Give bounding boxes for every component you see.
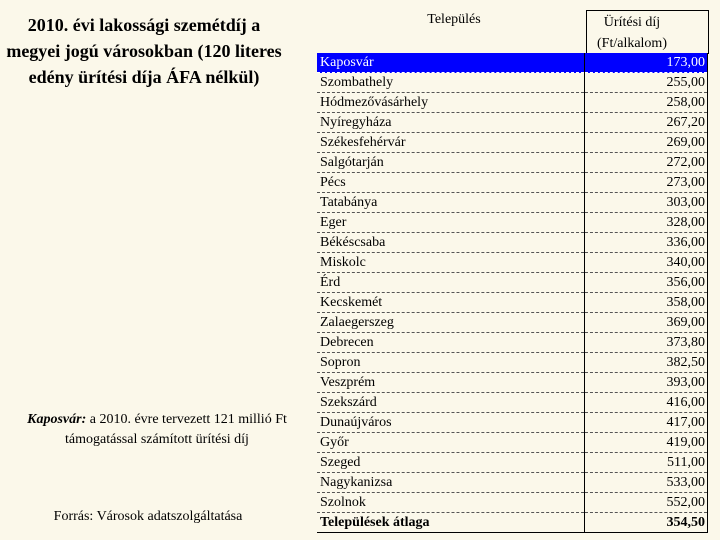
note-place: Kaposvár: <box>27 412 87 427</box>
fee-value: 269,00 <box>585 133 708 153</box>
fee-value: 552,00 <box>585 493 708 513</box>
table-row <box>317 313 708 333</box>
table-row <box>317 53 708 73</box>
fee-value: 336,00 <box>585 233 708 253</box>
settlement-name: Békéscsaba <box>317 233 585 253</box>
settlement-name: Kaposvár <box>317 53 585 73</box>
fee-value: 393,00 <box>585 373 708 393</box>
fee-header-line2: (Ft/alkalom) <box>597 36 667 51</box>
settlement-name: Sopron <box>317 353 585 373</box>
source-note: Forrás: Városok adatszolgáltatása <box>53 509 243 524</box>
settlement-name: Tatabánya <box>317 193 585 213</box>
fee-value: 511,00 <box>585 453 708 473</box>
settlement-name: Nagykanizsa <box>317 473 585 493</box>
fee-value: 273,00 <box>585 173 708 193</box>
settlement-name: Hódmezővásárhely <box>317 93 585 113</box>
table-row <box>317 433 708 453</box>
fee-value: 417,00 <box>585 413 708 433</box>
settlement-name: Szombathely <box>317 73 585 93</box>
table-row <box>317 73 708 93</box>
table-row <box>317 253 708 273</box>
fee-value: 328,00 <box>585 213 708 233</box>
table-row <box>317 293 708 313</box>
page-title: 2010. évi lakossági szemétdíj a megyei jogú városokban (120 literes edény ürítési díja ÁFA nélkül) <box>6 15 282 87</box>
fee-value: 272,00 <box>585 153 708 173</box>
table-row <box>317 473 708 493</box>
table-row <box>317 493 708 513</box>
fee-value: 303,00 <box>585 193 708 213</box>
settlement-name: Szekszárd <box>317 393 585 413</box>
settlement-name: Szeged <box>317 453 585 473</box>
fee-value: 373,80 <box>585 333 708 353</box>
settlement-name: Szolnok <box>317 493 585 513</box>
fee-value: 416,00 <box>585 393 708 413</box>
table-row <box>317 453 708 473</box>
table-row <box>317 193 708 213</box>
settlement-name: Dunaújváros <box>317 413 585 433</box>
table-row <box>317 233 708 253</box>
fee-column-header <box>585 12 679 54</box>
settlement-name: Pécs <box>317 173 585 193</box>
fee-value: 419,00 <box>585 433 708 453</box>
total-fee-value: 354,50 <box>585 513 708 533</box>
settlement-name: Salgótarján <box>317 153 585 173</box>
settlement-name: Székesfehérvár <box>317 133 585 153</box>
table-row <box>317 153 708 173</box>
table-row <box>317 213 708 233</box>
table-row <box>317 393 708 413</box>
table-row <box>317 413 708 433</box>
table-row <box>317 333 708 353</box>
fee-value: 369,00 <box>585 313 708 333</box>
fee-value: 173,00 <box>585 53 708 73</box>
fee-value: 356,00 <box>585 273 708 293</box>
settlement-name: Eger <box>317 213 585 233</box>
table-row <box>317 113 708 133</box>
fee-table <box>317 53 708 533</box>
fee-value: 340,00 <box>585 253 708 273</box>
settlement-name: Zalaegerszeg <box>317 313 585 333</box>
table-row <box>317 173 708 193</box>
total-label: Települések átlaga <box>317 513 585 533</box>
total-row <box>317 513 708 533</box>
settlement-name: Nyíregyháza <box>317 113 585 133</box>
settlement-name: Győr <box>317 433 585 453</box>
table-row <box>317 353 708 373</box>
note-text: a 2010. évre tervezett 121 millió Ft támogatással számított ürítési díj <box>65 412 287 447</box>
settlement-name: Érd <box>317 273 585 293</box>
table-row <box>317 133 708 153</box>
settlement-name: Debrecen <box>317 333 585 353</box>
table-row <box>317 93 708 113</box>
fee-value: 267,20 <box>585 113 708 133</box>
table-row <box>317 373 708 393</box>
table-row <box>317 273 708 293</box>
fee-header-line1: Ürítési díj <box>603 15 661 30</box>
fee-value: 533,00 <box>585 473 708 493</box>
settlement-column-header: Település <box>427 12 481 27</box>
fee-value: 258,00 <box>585 93 708 113</box>
fee-value: 255,00 <box>585 73 708 93</box>
settlement-name: Veszprém <box>317 373 585 393</box>
note <box>2 410 312 450</box>
fee-value: 382,50 <box>585 353 708 373</box>
fee-value: 358,00 <box>585 293 708 313</box>
settlement-name: Miskolc <box>317 253 585 273</box>
settlement-name: Kecskemét <box>317 293 585 313</box>
